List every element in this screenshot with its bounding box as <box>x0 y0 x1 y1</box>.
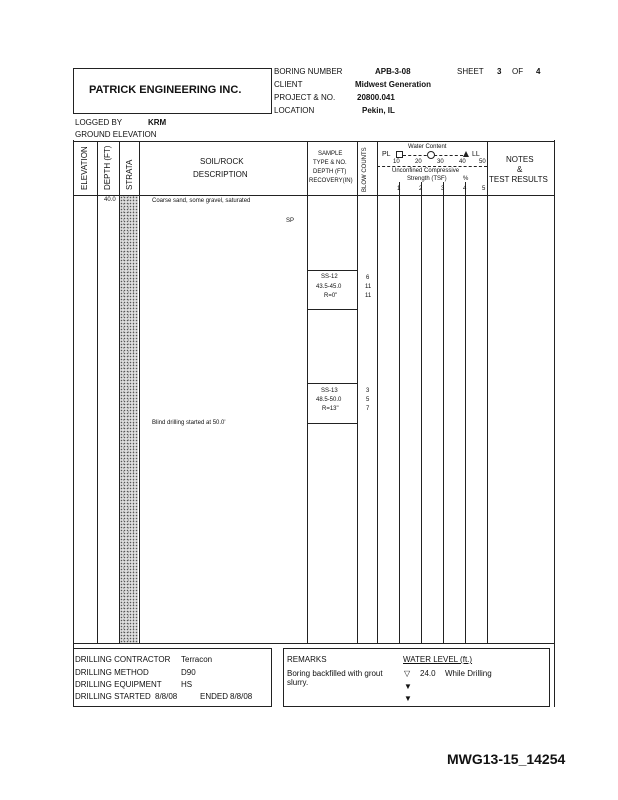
contractor-label: DRILLING CONTRACTOR <box>75 655 171 664</box>
client-label: CLIENT <box>274 80 303 89</box>
ucs-symbol: % <box>463 176 469 182</box>
boring-number: APB-3-08 <box>375 67 411 76</box>
sample-header-3: DEPTH (FT) <box>313 169 347 175</box>
ucs-label-2: Strength (TSF) <box>407 176 447 182</box>
sheet-label: SHEET <box>457 67 484 76</box>
description-text: Coarse sand, some gravel, saturated <box>152 198 251 204</box>
pl-box-icon <box>396 151 403 158</box>
description-header-2: DESCRIPTION <box>193 170 248 179</box>
company-name: PATRICK ENGINEERING INC. <box>89 84 242 96</box>
location-value: Pekin, IL <box>362 106 395 115</box>
blow-count: 3 <box>366 388 370 394</box>
wc-axis-line <box>377 166 487 167</box>
sample-type-no: SS-12 <box>321 274 338 280</box>
strata-header: STRATA <box>125 159 134 190</box>
ended-value: 8/8/08 <box>230 692 253 701</box>
header-bottom-line <box>73 195 554 196</box>
sample-line <box>307 423 357 424</box>
ll-label: LL <box>472 151 480 158</box>
start-depth: 40.0 <box>104 197 116 203</box>
ucs-tick: 1 <box>397 186 401 192</box>
blow-count: 5 <box>366 397 370 403</box>
water-content-label: Water Content <box>408 144 447 150</box>
ucs-tick: 2 <box>419 186 423 192</box>
description-text: Blind drilling started at 50.0' <box>152 420 226 426</box>
remarks-label: REMARKS <box>287 655 327 664</box>
col-divider <box>377 141 378 643</box>
depth-header: DEPTH (FT) <box>103 145 112 190</box>
ucs-label-1: Unconfined Compressive <box>392 168 460 174</box>
client-value: Midwest Generation <box>355 80 432 89</box>
grid-line <box>421 182 422 643</box>
sample-type-no: SS-13 <box>321 388 338 394</box>
equipment-value: HS <box>181 680 193 689</box>
sample-line <box>307 270 357 271</box>
location-label: LOCATION <box>274 106 315 115</box>
uscs-symbol: SP <box>286 218 295 224</box>
wc-tick: 10 <box>393 159 400 165</box>
notes-header-2: & <box>517 165 523 174</box>
sample-header-4: RECOVERY(IN) <box>309 178 353 184</box>
grid-line <box>443 182 444 643</box>
method-value: D90 <box>181 668 196 677</box>
logged-by-label: LOGGED BY <box>75 118 123 127</box>
water-content-circle-icon <box>427 151 435 159</box>
elevation-header: ELEVATION <box>80 146 89 190</box>
blow-count: 11 <box>365 293 372 299</box>
blow-count: 6 <box>366 275 370 281</box>
sample-line <box>307 309 357 310</box>
started-label: DRILLING STARTED <box>75 692 151 701</box>
method-label: DRILLING METHOD <box>75 668 149 677</box>
water-level-icon: ▼ <box>404 694 412 703</box>
project-no: 20800.041 <box>357 93 395 102</box>
wc-tick: 40 <box>459 159 466 165</box>
blow-counts-header: BLOW COUNTS <box>362 147 368 192</box>
water-level-label: WATER LEVEL (ft.) <box>403 655 473 664</box>
pl-label: PL <box>382 151 391 158</box>
sample-recovery: R=13" <box>322 406 339 412</box>
sample-header-1: SAMPLE <box>318 151 343 157</box>
grid-line <box>399 182 400 643</box>
ucs-tick: 5 <box>482 186 486 192</box>
equipment-label: DRILLING EQUIPMENT <box>75 680 162 689</box>
ll-triangle-icon <box>463 151 469 157</box>
ucs-tick: 4 <box>463 186 467 192</box>
sample-depth: 43.5-45.0 <box>316 284 342 290</box>
project-label: PROJECT & NO. <box>274 93 336 102</box>
description-header-1: SOIL/ROCK <box>200 157 244 166</box>
strata-sand-pattern <box>120 196 138 643</box>
frame-left <box>73 140 74 707</box>
col-divider <box>487 141 488 643</box>
notes-header-3: TEST RESULTS <box>489 175 548 184</box>
col-divider <box>307 141 308 643</box>
notes-header-1: NOTES <box>506 155 534 164</box>
ground-elevation-label: GROUND ELEVATION <box>75 130 157 139</box>
sample-line <box>307 383 357 384</box>
remarks-line: slurry. <box>287 678 309 687</box>
sheet-total: 4 <box>536 67 541 76</box>
sample-header-2: TYPE & NO. <box>313 160 347 166</box>
logged-by-value: KRM <box>148 118 167 127</box>
sample-recovery: R=0" <box>324 293 338 299</box>
wc-tick: 50 <box>479 159 486 165</box>
water-level-note: While Drilling <box>445 669 492 678</box>
table-bottom-line <box>73 643 554 644</box>
boring-number-label: BORING NUMBER <box>274 67 343 76</box>
blow-count: 11 <box>365 284 372 290</box>
ucs-tick: 3 <box>441 186 445 192</box>
sheet-number: 3 <box>497 67 502 76</box>
water-level-icon: ▽ <box>404 669 411 678</box>
water-level-icon: ▼ <box>404 682 412 691</box>
contractor-value: Terracon <box>181 655 213 664</box>
sheet-of-label: OF <box>512 67 524 76</box>
sample-depth: 48.5-50.0 <box>316 397 342 403</box>
started-value: 8/8/08 <box>155 692 178 701</box>
col-divider <box>139 141 140 643</box>
blow-count: 7 <box>366 406 370 412</box>
col-divider <box>357 141 358 643</box>
frame-right <box>554 140 555 707</box>
water-level-value: 24.0 <box>420 669 436 678</box>
document-id: MWG13-15_14254 <box>447 751 566 767</box>
remarks-line: Boring backfilled with grout <box>287 669 383 678</box>
ended-label: ENDED <box>200 692 229 701</box>
wc-tick: 30 <box>437 159 444 165</box>
wc-tick: 20 <box>415 159 422 165</box>
header-top-line <box>73 141 554 142</box>
col-divider <box>97 141 98 643</box>
grid-line <box>465 182 466 643</box>
